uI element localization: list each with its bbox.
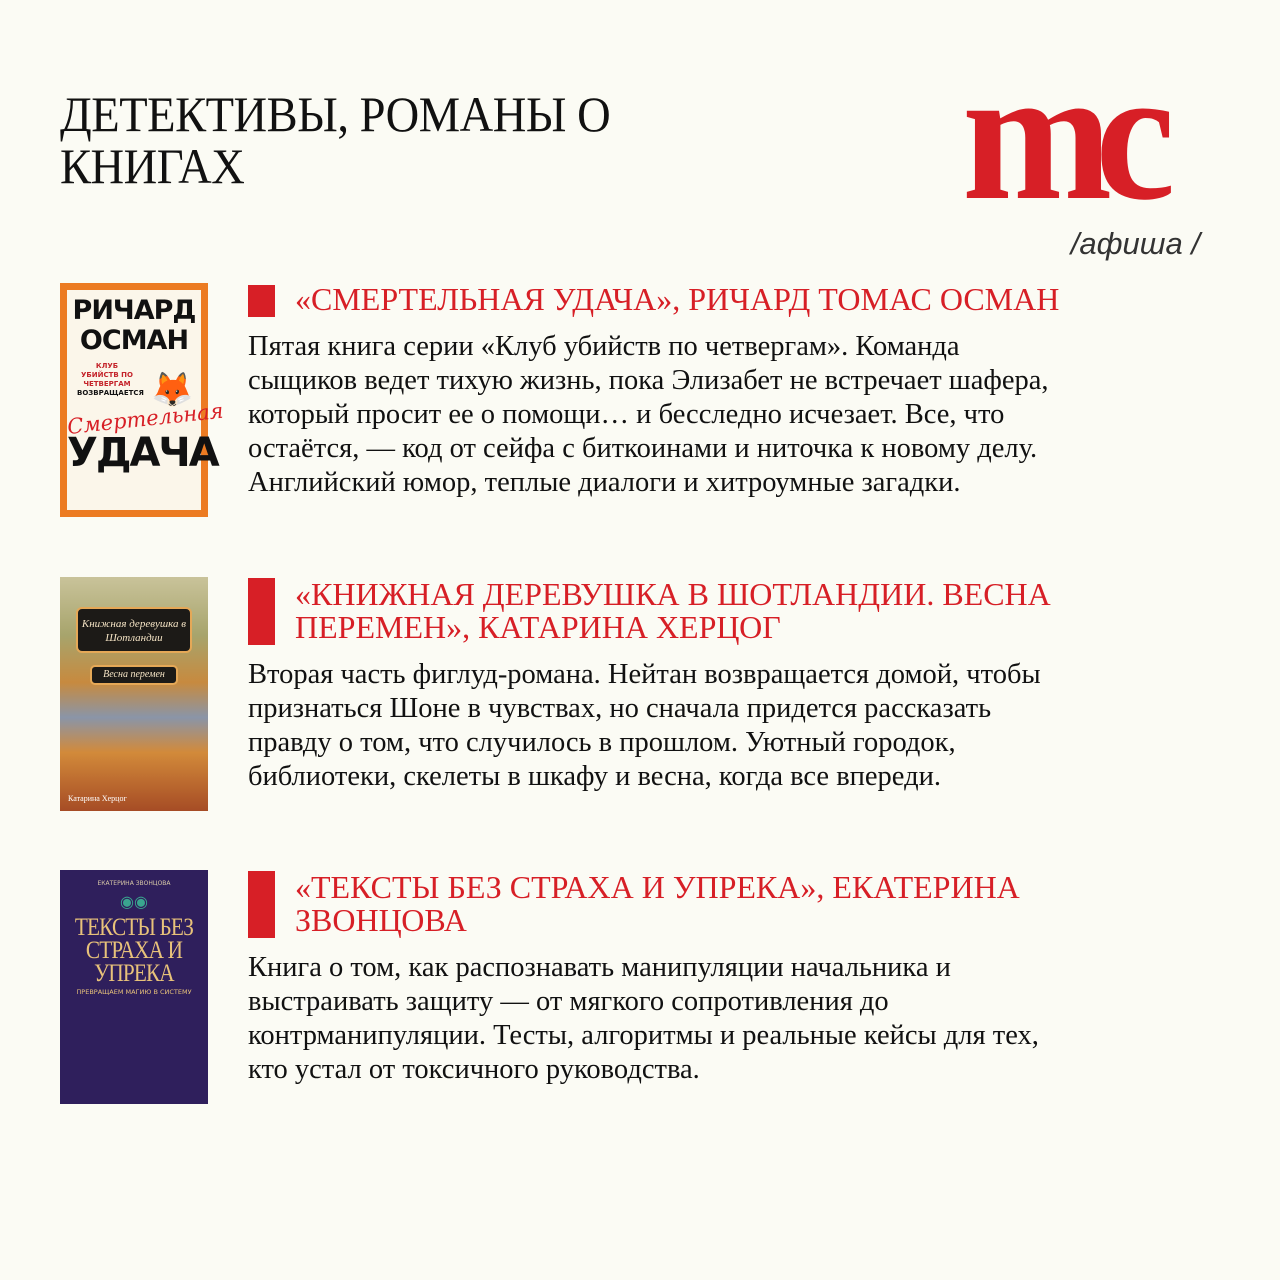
fox-icon: 🦊 [151, 370, 194, 410]
cover-title: ТЕКСТЫ БЕЗ СТРАХА И УПРЕКА [74, 914, 194, 987]
mc-logo: mc [962, 30, 1159, 240]
cover-subtitle: Весна перемен [90, 665, 178, 685]
cover-title: Книжная деревушка в Шотландии [76, 607, 192, 653]
book-entry-2 [248, 578, 1238, 794]
red-marker [248, 871, 275, 938]
book-description: Книга о том, как распознавать манипуляции начальника и выстраивать защиту — от мягкого сопротивления до контрманипуляции. Тесты, алгоритмы и реальные кейсы для тех, кто устал от токсичного руководства. [248, 952, 1039, 1085]
book-cover-3 [60, 870, 208, 1104]
book-heading: «ТЕКСТЫ БЕЗ СТРАХА И УПРЕКА», ЕКАТЕРИНА ЗВОНЦОВА [295, 869, 1020, 938]
title-line: ДЕТЕКТИВЫ, РОМАНЫ О [60, 86, 611, 142]
cover-title: Смертельная [66, 398, 225, 439]
book-entry-1 [248, 283, 1238, 500]
cover-author: РИЧАРД ОСМАН [72, 295, 196, 356]
cover-author: ЕКАТЕРИНА ЗВОНЦОВА [97, 880, 171, 887]
cover-author: Катарина Херцог [68, 794, 127, 803]
book-entry-3 [248, 871, 1238, 1087]
book-description: Вторая часть фиглуд-романа. Нейтан возвращается домой, чтобы признаться Шоне в чувствах, но сначала придется рассказать правду о том, что случилось в прошлом. Уютный городок, библиотеки, скелеты в шкафу и весна, когда все впереди. [248, 659, 1041, 792]
book-cover-1 [60, 283, 225, 517]
mask-icon: ◉◉ [120, 894, 148, 911]
book-heading: «СМЕРТЕЛЬНАЯ УДАЧА», РИЧАРД ТОМАС ОСМАН [295, 281, 1060, 317]
red-marker [248, 285, 275, 317]
title-line: КНИГАХ [60, 138, 245, 194]
logo-subtitle: /афиша / [1070, 226, 1200, 261]
red-marker [248, 578, 275, 645]
cover-series: КЛУБ УБИЙСТВ ПО ЧЕТВЕРГАМ ВОЗВРАЩАЕТСЯ [77, 362, 144, 397]
book-cover-2 [60, 577, 208, 811]
book-description: Пятая книга серии «Клуб убийств по четвергам». Команда сыщиков ведет тихую жизнь, пока Элизабет не встречает шафера, который просит ее о помощи… и бесследно исчезает. Все, что остаётся, — код от сейфа с биткоинами и ниточка к новому делу. Английский юмор, теплые диалоги и хитроумные загадки. [248, 331, 1049, 498]
book-heading: «КНИЖНАЯ ДЕРЕВУШКА В ШОТЛАНДИИ. ВЕСНА ПЕРЕМЕН», КАТАРИНА ХЕРЦОГ [295, 576, 1051, 645]
page-title [60, 88, 610, 192]
cover-title: УДАЧА [67, 430, 218, 476]
cover-subtitle: ПРЕВРАЩАЕМ МАГИЮ В СИСТЕМУ [76, 988, 192, 996]
